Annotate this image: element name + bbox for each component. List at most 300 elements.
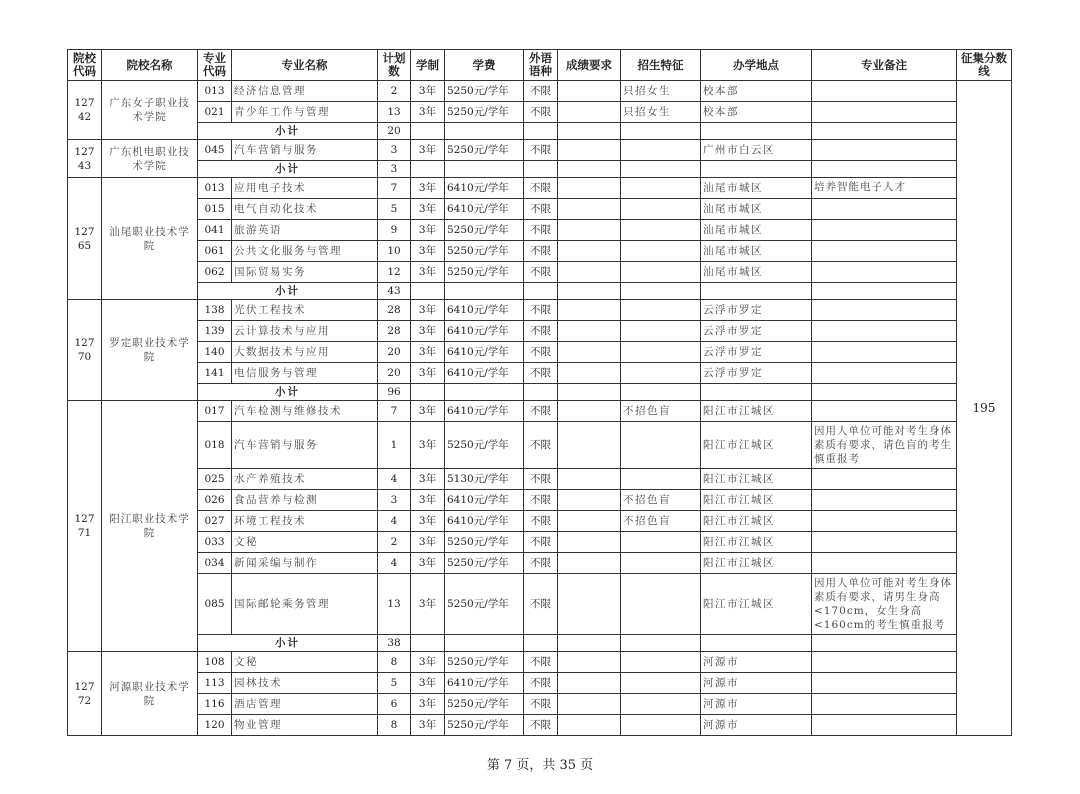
- duration: 3年: [411, 321, 445, 342]
- language: 不限: [524, 342, 558, 363]
- tuition: 5250元/学年: [445, 220, 524, 241]
- table-row: [68, 102, 1012, 123]
- major-name: 园林技术: [232, 673, 378, 694]
- language: 不限: [524, 178, 558, 199]
- admission-feature: [621, 178, 701, 199]
- major-code: 062: [198, 262, 232, 283]
- major-name: 新闻采编与制作: [232, 553, 378, 574]
- table-row: [68, 469, 1012, 490]
- score-requirement: [558, 102, 621, 123]
- major-note: [812, 401, 957, 422]
- major-code: 026: [198, 490, 232, 511]
- plan-count: 28: [378, 321, 411, 342]
- empty-cell: [812, 123, 957, 140]
- language: 不限: [524, 673, 558, 694]
- college-code: 12743: [68, 140, 102, 178]
- major-note: [812, 363, 957, 384]
- major-name: 文秘: [232, 532, 378, 553]
- language: 不限: [524, 715, 558, 736]
- table-row: [68, 241, 1012, 262]
- table-row: [68, 81, 1012, 102]
- column-header: 外语语种: [524, 50, 558, 81]
- empty-cell: [701, 123, 812, 140]
- major-name: 旅游英语: [232, 220, 378, 241]
- admission-feature: [621, 321, 701, 342]
- admission-feature: [621, 553, 701, 574]
- language: 不限: [524, 574, 558, 635]
- tuition: 6410元/学年: [445, 342, 524, 363]
- major-name: 物业管理: [232, 715, 378, 736]
- campus-location: 河源市: [701, 715, 812, 736]
- empty-cell: [445, 283, 524, 300]
- empty-cell: [524, 123, 558, 140]
- admission-feature: [621, 469, 701, 490]
- major-name: 云计算技术与应用: [232, 321, 378, 342]
- campus-location: 阳江市江城区: [701, 469, 812, 490]
- subtotal-row: [68, 283, 1012, 300]
- major-name: 国际邮轮乘务管理: [232, 574, 378, 635]
- major-code: 140: [198, 342, 232, 363]
- major-code: 034: [198, 553, 232, 574]
- empty-cell: [812, 283, 957, 300]
- empty-cell: [524, 635, 558, 652]
- score-requirement: [558, 321, 621, 342]
- empty-cell: [411, 123, 445, 140]
- page-content: [0, 49, 1080, 794]
- admission-feature: [621, 262, 701, 283]
- empty-cell: [524, 283, 558, 300]
- major-code: 141: [198, 363, 232, 384]
- language: 不限: [524, 220, 558, 241]
- tuition: 5250元/学年: [445, 262, 524, 283]
- major-code: 013: [198, 81, 232, 102]
- language: 不限: [524, 652, 558, 673]
- tuition: 5130元/学年: [445, 469, 524, 490]
- campus-location: 阳江市江城区: [701, 574, 812, 635]
- language: 不限: [524, 241, 558, 262]
- major-note: [812, 321, 957, 342]
- major-code: 061: [198, 241, 232, 262]
- duration: 3年: [411, 511, 445, 532]
- duration: 3年: [411, 342, 445, 363]
- admission-feature: [621, 652, 701, 673]
- campus-location: 汕尾市城区: [701, 178, 812, 199]
- plan-count: 28: [378, 300, 411, 321]
- duration: 3年: [411, 102, 445, 123]
- score-requirement: [558, 490, 621, 511]
- campus-location: 广州市白云区: [701, 140, 812, 161]
- empty-cell: [621, 283, 701, 300]
- header-row: [68, 50, 1012, 81]
- score-requirement: [558, 241, 621, 262]
- campus-location: 汕尾市城区: [701, 220, 812, 241]
- empty-cell: [701, 161, 812, 178]
- tuition: 6410元/学年: [445, 321, 524, 342]
- language: 不限: [524, 532, 558, 553]
- major-code: 015: [198, 199, 232, 220]
- empty-cell: [701, 635, 812, 652]
- table-row: [68, 694, 1012, 715]
- language: 不限: [524, 300, 558, 321]
- college-name: 罗定职业技术学院: [102, 300, 198, 401]
- language: 不限: [524, 422, 558, 469]
- language: 不限: [524, 469, 558, 490]
- admission-feature: [621, 673, 701, 694]
- table-row: [68, 532, 1012, 553]
- subtotal-label: 小计: [198, 283, 378, 300]
- tuition: 6410元/学年: [445, 511, 524, 532]
- major-note: [812, 300, 957, 321]
- table-row: [68, 422, 1012, 469]
- tuition: 5250元/学年: [445, 102, 524, 123]
- major-name: 光伏工程技术: [232, 300, 378, 321]
- column-header: 招生特征: [621, 50, 701, 81]
- tuition: 5250元/学年: [445, 422, 524, 469]
- empty-cell: [445, 635, 524, 652]
- table-row: [68, 673, 1012, 694]
- major-note: [812, 652, 957, 673]
- score-requirement: [558, 140, 621, 161]
- major-name: 应用电子技术: [232, 178, 378, 199]
- language: 不限: [524, 363, 558, 384]
- empty-cell: [411, 283, 445, 300]
- campus-location: 校本部: [701, 102, 812, 123]
- college-name: 广东机电职业技术学院: [102, 140, 198, 178]
- column-header: 征集分数线: [957, 50, 1012, 81]
- duration: 3年: [411, 652, 445, 673]
- major-name: 青少年工作与管理: [232, 102, 378, 123]
- column-header: 学制: [411, 50, 445, 81]
- table-row: [68, 553, 1012, 574]
- major-name: 电气自动化技术: [232, 199, 378, 220]
- plan-count: 7: [378, 401, 411, 422]
- major-code: 027: [198, 511, 232, 532]
- admission-feature: [621, 220, 701, 241]
- major-note: [812, 342, 957, 363]
- admission-plan-table: [67, 49, 1012, 736]
- duration: 3年: [411, 199, 445, 220]
- subtotal-row: [68, 635, 1012, 652]
- college-name: 阳江职业技术学院: [102, 401, 198, 652]
- empty-cell: [558, 635, 621, 652]
- score-requirement: [558, 511, 621, 532]
- tuition: 5250元/学年: [445, 81, 524, 102]
- college-code: 12772: [68, 652, 102, 736]
- duration: 3年: [411, 220, 445, 241]
- language: 不限: [524, 511, 558, 532]
- duration: 3年: [411, 363, 445, 384]
- empty-cell: [411, 161, 445, 178]
- empty-cell: [524, 161, 558, 178]
- admission-feature: 不招色盲: [621, 511, 701, 532]
- plan-count: 8: [378, 652, 411, 673]
- major-note: [812, 511, 957, 532]
- empty-cell: [558, 123, 621, 140]
- score-requirement: [558, 262, 621, 283]
- subtotal-row: [68, 161, 1012, 178]
- major-note: [812, 81, 957, 102]
- language: 不限: [524, 401, 558, 422]
- score-requirement: [558, 220, 621, 241]
- tuition: 6410元/学年: [445, 300, 524, 321]
- tuition: 6410元/学年: [445, 490, 524, 511]
- column-header: 计划数: [378, 50, 411, 81]
- plan-count: 4: [378, 553, 411, 574]
- plan-count: 5: [378, 673, 411, 694]
- table-row: [68, 652, 1012, 673]
- college-code: 12771: [68, 401, 102, 652]
- empty-cell: [558, 161, 621, 178]
- major-code: 018: [198, 422, 232, 469]
- campus-location: 河源市: [701, 673, 812, 694]
- tuition: 5250元/学年: [445, 532, 524, 553]
- score-requirement: [558, 81, 621, 102]
- duration: 3年: [411, 401, 445, 422]
- admission-feature: [621, 422, 701, 469]
- subtotal-label: 小计: [198, 161, 378, 178]
- duration: 3年: [411, 469, 445, 490]
- tuition: 6410元/学年: [445, 673, 524, 694]
- admission-feature: [621, 342, 701, 363]
- campus-location: 阳江市江城区: [701, 490, 812, 511]
- campus-location: 阳江市江城区: [701, 553, 812, 574]
- table-row: [68, 199, 1012, 220]
- empty-cell: [701, 384, 812, 401]
- campus-location: 阳江市江城区: [701, 422, 812, 469]
- plan-count: 9: [378, 220, 411, 241]
- plan-count: 7: [378, 178, 411, 199]
- subtotal-value: 20: [378, 123, 411, 140]
- plan-count: 13: [378, 102, 411, 123]
- language: 不限: [524, 102, 558, 123]
- score-requirement: [558, 574, 621, 635]
- major-note: 因用人单位可能对考生身体素质有要求，请男生身高<170cm，女生身高<160cm的考生慎重报考: [812, 574, 957, 635]
- subtotal-value: 3: [378, 161, 411, 178]
- page-footer: 第 7 页，共 35 页: [486, 758, 594, 773]
- campus-location: 河源市: [701, 652, 812, 673]
- major-name: 环境工程技术: [232, 511, 378, 532]
- score-requirement: [558, 401, 621, 422]
- empty-cell: [812, 635, 957, 652]
- major-name: 文秘: [232, 652, 378, 673]
- score-requirement: [558, 300, 621, 321]
- major-code: 116: [198, 694, 232, 715]
- empty-cell: [812, 384, 957, 401]
- empty-cell: [524, 384, 558, 401]
- plan-count: 4: [378, 511, 411, 532]
- duration: 3年: [411, 140, 445, 161]
- tuition: 5250元/学年: [445, 652, 524, 673]
- plan-count: 20: [378, 342, 411, 363]
- table-row: [68, 490, 1012, 511]
- tuition: 6410元/学年: [445, 199, 524, 220]
- major-name: 食品营养与检测: [232, 490, 378, 511]
- table-row: [68, 220, 1012, 241]
- campus-location: 河源市: [701, 694, 812, 715]
- column-header: 专业代码: [198, 50, 232, 81]
- college-name: 河源职业技术学院: [102, 652, 198, 736]
- admission-feature: [621, 715, 701, 736]
- empty-cell: [411, 384, 445, 401]
- college-code: 12770: [68, 300, 102, 401]
- plan-count: 3: [378, 490, 411, 511]
- plan-count: 4: [378, 469, 411, 490]
- duration: 3年: [411, 262, 445, 283]
- language: 不限: [524, 140, 558, 161]
- duration: 3年: [411, 715, 445, 736]
- major-note: [812, 199, 957, 220]
- plan-count: 20: [378, 363, 411, 384]
- major-note: [812, 694, 957, 715]
- admission-feature: [621, 694, 701, 715]
- campus-location: 阳江市江城区: [701, 532, 812, 553]
- column-header: 成绩要求: [558, 50, 621, 81]
- tuition: 5250元/学年: [445, 694, 524, 715]
- campus-location: 汕尾市城区: [701, 199, 812, 220]
- major-note: [812, 241, 957, 262]
- subtotal-value: 38: [378, 635, 411, 652]
- plan-count: 13: [378, 574, 411, 635]
- column-header: 专业备注: [812, 50, 957, 81]
- tuition: 6410元/学年: [445, 401, 524, 422]
- major-name: 公共文化服务与管理: [232, 241, 378, 262]
- plan-count: 2: [378, 81, 411, 102]
- tuition: 5250元/学年: [445, 574, 524, 635]
- empty-cell: [621, 161, 701, 178]
- campus-location: 阳江市江城区: [701, 511, 812, 532]
- college-name: 汕尾职业技术学院: [102, 178, 198, 300]
- major-note: [812, 220, 957, 241]
- major-code: 033: [198, 532, 232, 553]
- admission-feature: [621, 300, 701, 321]
- tuition: 5250元/学年: [445, 715, 524, 736]
- campus-location: 云浮市罗定: [701, 342, 812, 363]
- table-row: [68, 140, 1012, 161]
- admission-feature: 不招色盲: [621, 401, 701, 422]
- table-row: [68, 342, 1012, 363]
- tuition: 5250元/学年: [445, 241, 524, 262]
- admission-feature: [621, 199, 701, 220]
- admission-feature: 只招女生: [621, 81, 701, 102]
- plan-count: 2: [378, 532, 411, 553]
- major-note: [812, 715, 957, 736]
- major-note: [812, 553, 957, 574]
- table-row: [68, 511, 1012, 532]
- plan-count: 3: [378, 140, 411, 161]
- college-code: 12742: [68, 81, 102, 140]
- empty-cell: [411, 635, 445, 652]
- subtotal-row: [68, 123, 1012, 140]
- duration: 3年: [411, 673, 445, 694]
- score-requirement: [558, 342, 621, 363]
- major-code: 017: [198, 401, 232, 422]
- campus-location: 校本部: [701, 81, 812, 102]
- table-row: [68, 300, 1012, 321]
- table-row: [68, 401, 1012, 422]
- empty-cell: [621, 384, 701, 401]
- major-name: 经济信息管理: [232, 81, 378, 102]
- campus-location: 云浮市罗定: [701, 321, 812, 342]
- duration: 3年: [411, 81, 445, 102]
- major-code: 139: [198, 321, 232, 342]
- language: 不限: [524, 199, 558, 220]
- score-requirement: [558, 363, 621, 384]
- subtotal-label: 小计: [198, 384, 378, 401]
- language: 不限: [524, 81, 558, 102]
- admission-feature: [621, 363, 701, 384]
- subtotal-value: 96: [378, 384, 411, 401]
- admission-feature: [621, 241, 701, 262]
- empty-cell: [445, 123, 524, 140]
- major-name: 大数据技术与应用: [232, 342, 378, 363]
- language: 不限: [524, 321, 558, 342]
- empty-cell: [445, 161, 524, 178]
- duration: 3年: [411, 422, 445, 469]
- major-name: 国际贸易实务: [232, 262, 378, 283]
- language: 不限: [524, 694, 558, 715]
- tuition: 5250元/学年: [445, 553, 524, 574]
- column-header: 专业名称: [232, 50, 378, 81]
- plan-count: 5: [378, 199, 411, 220]
- table-row: [68, 574, 1012, 635]
- campus-location: 云浮市罗定: [701, 363, 812, 384]
- table-row: [68, 262, 1012, 283]
- major-note: [812, 102, 957, 123]
- table-row: [68, 321, 1012, 342]
- subtotal-label: 小计: [198, 635, 378, 652]
- admission-feature: [621, 532, 701, 553]
- duration: 3年: [411, 490, 445, 511]
- major-code: 045: [198, 140, 232, 161]
- language: 不限: [524, 490, 558, 511]
- subtotal-value: 43: [378, 283, 411, 300]
- campus-location: 汕尾市城区: [701, 241, 812, 262]
- language: 不限: [524, 262, 558, 283]
- table-row: [68, 363, 1012, 384]
- plan-count: 8: [378, 715, 411, 736]
- score-requirement: [558, 715, 621, 736]
- plan-count: 6: [378, 694, 411, 715]
- score-requirement: [558, 652, 621, 673]
- duration: 3年: [411, 178, 445, 199]
- column-header: 学费: [445, 50, 524, 81]
- score-requirement: [558, 178, 621, 199]
- major-code: 021: [198, 102, 232, 123]
- admission-feature: 只招女生: [621, 102, 701, 123]
- duration: 3年: [411, 241, 445, 262]
- table-row: [68, 178, 1012, 199]
- campus-location: 阳江市江城区: [701, 401, 812, 422]
- major-name: 酒店管理: [232, 694, 378, 715]
- column-header: 办学地点: [701, 50, 812, 81]
- major-code: 085: [198, 574, 232, 635]
- major-note: [812, 673, 957, 694]
- major-name: 汽车营销与服务: [232, 422, 378, 469]
- empty-cell: [621, 635, 701, 652]
- college-code: 12765: [68, 178, 102, 300]
- score-requirement: [558, 469, 621, 490]
- major-note: [812, 532, 957, 553]
- tuition: 6410元/学年: [445, 178, 524, 199]
- major-name: 电信服务与管理: [232, 363, 378, 384]
- empty-cell: [558, 384, 621, 401]
- duration: 3年: [411, 574, 445, 635]
- major-code: 013: [198, 178, 232, 199]
- empty-cell: [812, 161, 957, 178]
- major-code: 041: [198, 220, 232, 241]
- subtotal-label: 小计: [198, 123, 378, 140]
- duration: 3年: [411, 532, 445, 553]
